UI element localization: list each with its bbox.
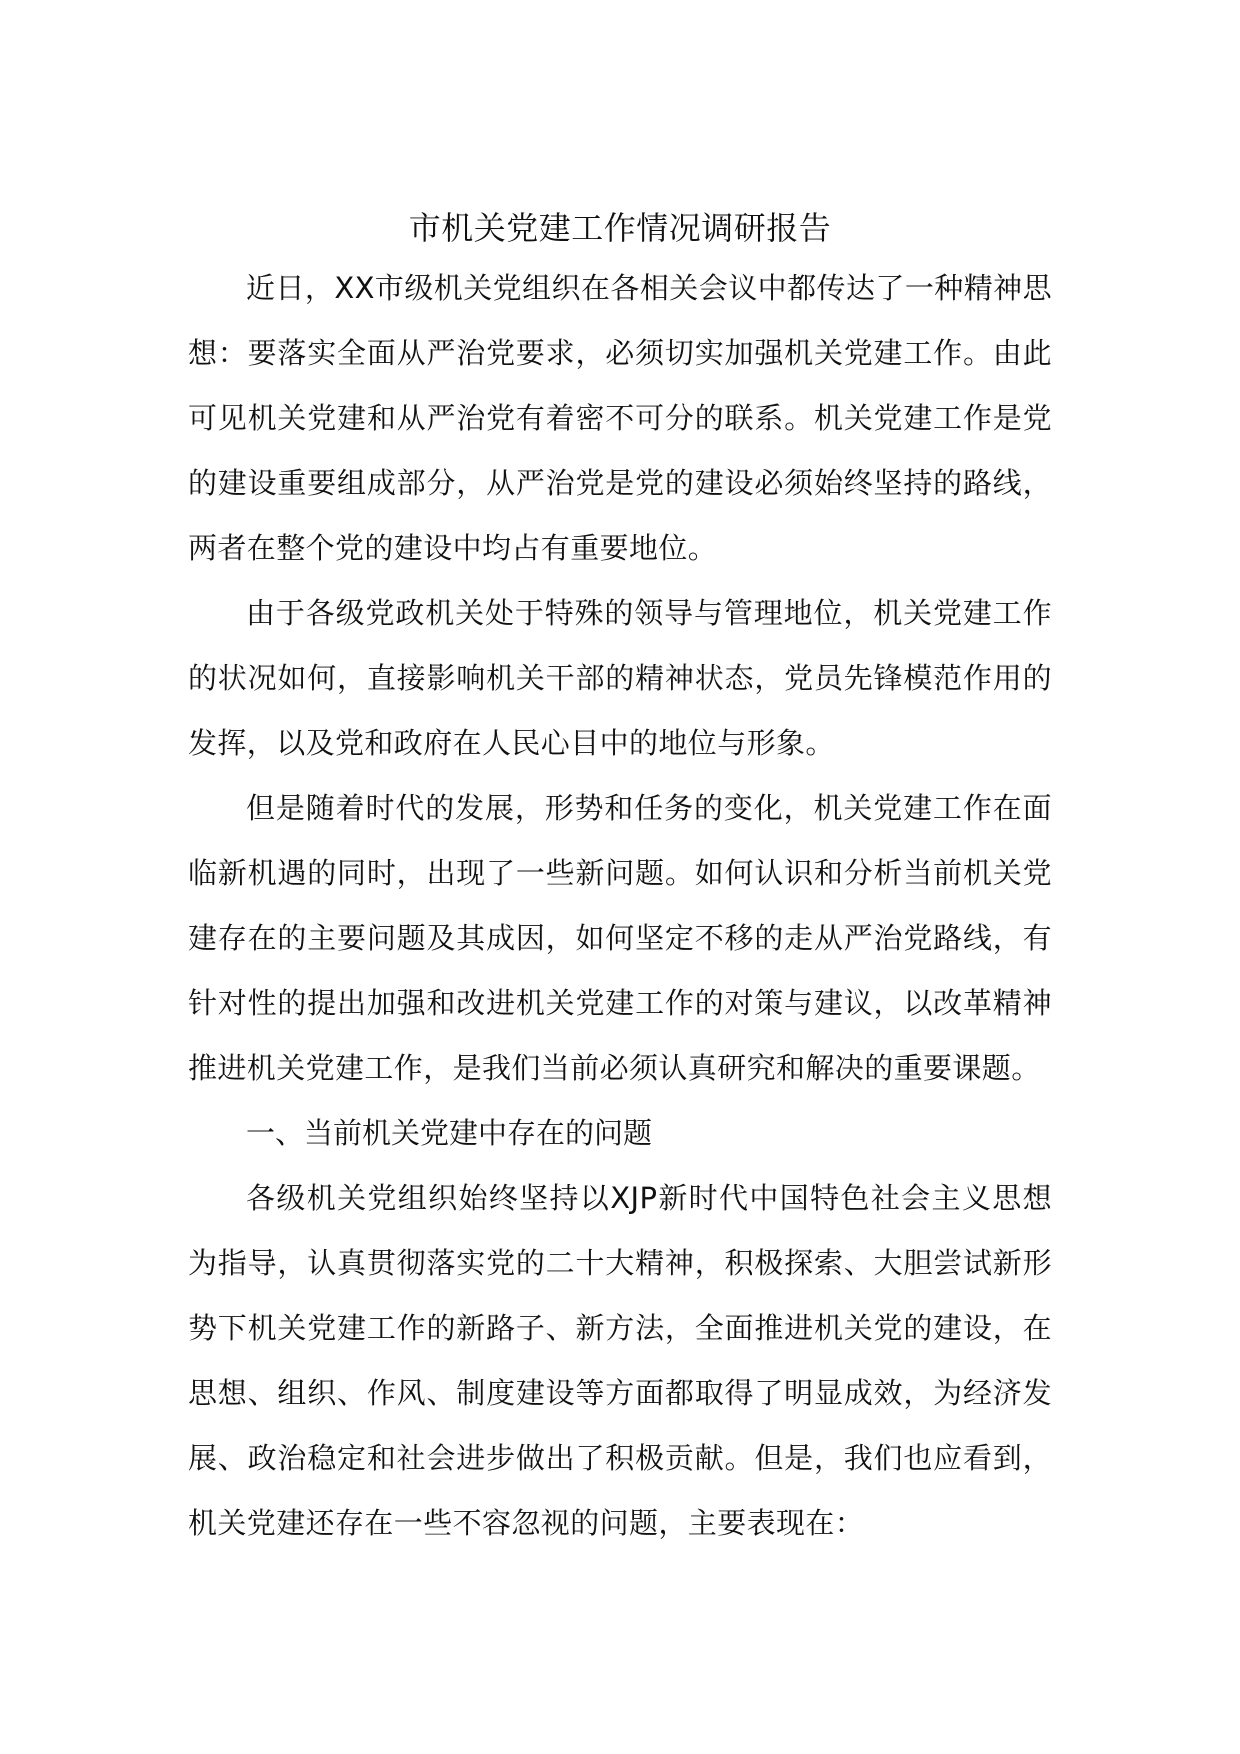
paragraph-status: 由于各级党政机关处于特殊的领导与管理地位，机关党建工作的状况如何，直接影响机关干部的精神状态，党员先锋模范作用的发挥，以及党和政府在人民心目中的地位与形象。 [188,596,1052,760]
paragraph-problems: 但是随着时代的发展，形势和任务的变化，机关党建工作在面临新机遇的同时，出现了一些新问题。如何认识和分析当前机关党建存在的主要问题及其成因，如何坚定不移的走从严治党路线，有针对性的提出加强和改进机关党建工作的对策与建议，以改革精神推进机关党建工作，是我们当前必须认真研究和解决的重要课题。 [188,791,1052,1085]
document-body [188,200,1052,1556]
section-paragraph: 各级机关党组织始终坚持以XJP新时代中国特色社会主义思想为指导，认真贯彻落实党的二十大精神，积极探索、大胆尝试新形势下机关党建工作的新路子、新方法，全面推进机关党的建设，在思想、组织、作风、制度建设等方面都取得了明显成效，为经济发展、政治稳定和社会进步做出了积极贡献。但是，我们也应看到，机关党建还存在一些不容忽视的问题，主要表现在： [188,1181,1052,1540]
paragraph-intro: 近日，XX市级机关党组织在各相关会议中都传达了一种精神思想：要落实全面从严治党要求，必须切实加强机关党建工作。由此可见机关党建和从严治党有着密不可分的联系。机关党建工作是党的建设重要组成部分，从严治党是党的建设必须始终坚持的路线，两者在整个党的建设中均占有重要地位。 [188,271,1052,565]
document-title: 市机关党建工作情况调研报告 [408,209,832,247]
section-heading: 一、当前机关党建中存在的问题 [246,1116,653,1150]
